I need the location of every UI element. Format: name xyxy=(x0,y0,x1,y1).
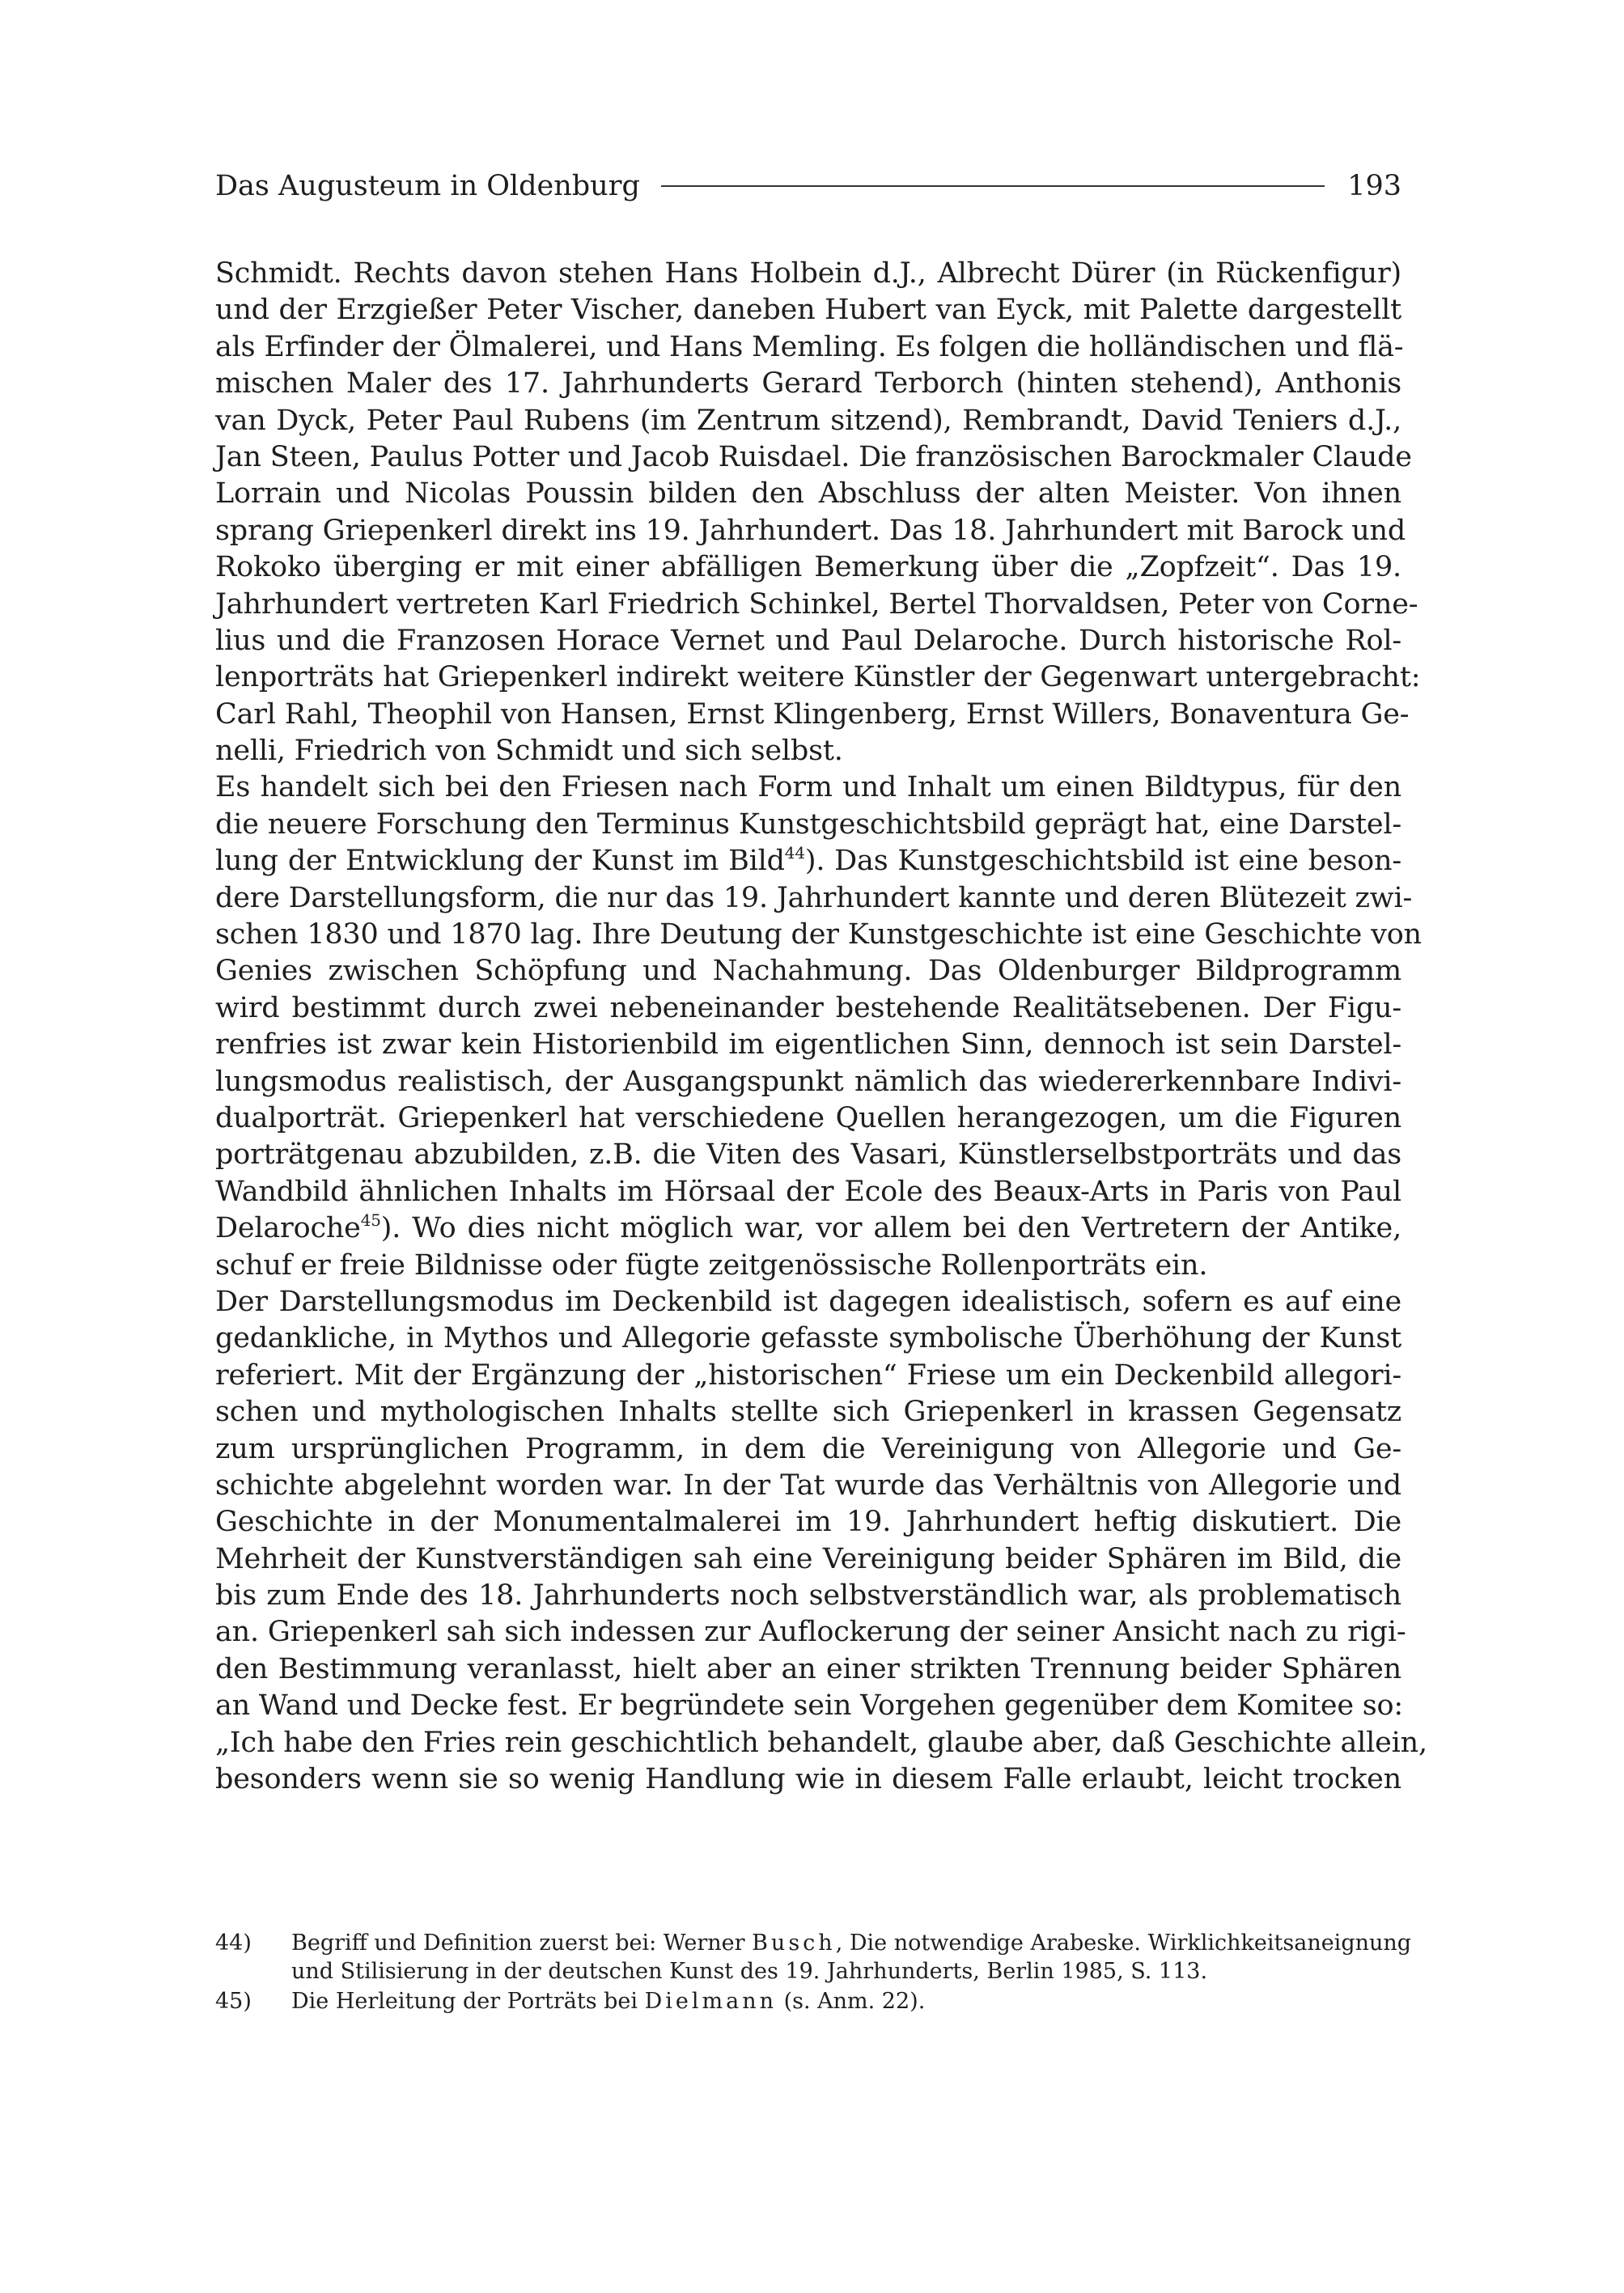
text-segment: Begriff und Definition zuerst bei: Werner xyxy=(291,1931,753,1956)
text-line: dere Darstellungsform, die nur das 19. Jahrhundert kannte und deren Blütezeit zwi- xyxy=(215,881,1413,914)
text-line: referiert. Mit der Ergänzung der „historischen“ Friese um ein Deckenbild allegori- xyxy=(215,1358,1401,1392)
text-line: lungsmodus realistisch, der Ausgangspunkt nämlich das wiedererkennbare Indivi- xyxy=(215,1065,1401,1098)
text-line: Genies zwischen Schöpfung und Nachahmung. Das Oldenburger Bildprogramm xyxy=(215,955,1401,988)
text-line: lenporträts hat Griepenkerl indirekt weitere Künstler der Gegenwart untergebracht: xyxy=(215,661,1421,694)
text-segment: Die Herleitung der Porträts bei xyxy=(291,1989,645,2014)
text-line: Schmidt. Rechts davon stehen Hans Holbein d.J., Albrecht Dürer (in Rückenfigur) xyxy=(215,257,1401,290)
author-name: Busch xyxy=(752,1931,836,1956)
text-segment: ). Das Kunstgeschichtsbild ist eine beson- xyxy=(804,845,1401,878)
text-line: an Wand und Decke fest. Er begründete sein Vorgehen gegenüber dem Komitee so: xyxy=(215,1689,1404,1723)
running-title: Das Augusteum in Oldenburg xyxy=(215,170,640,202)
page-number: 193 xyxy=(1347,170,1401,202)
footnote-line xyxy=(291,1929,1411,1957)
text-line: besonders wenn sie so wenig Handlung wie in diesem Falle erlaubt, leicht trocken xyxy=(215,1763,1401,1796)
text-line: wird bestimmt durch zwei nebeneinander bestehende Realitätsebenen. Der Figu- xyxy=(215,991,1401,1024)
text-line: zum ursprünglichen Programm, in dem die Vereinigung von Allegorie und Ge- xyxy=(215,1432,1401,1465)
footnote-45 xyxy=(215,1987,1401,2016)
text-line: Jahrhundert vertreten Karl Friedrich Schinkel, Bertel Thorvaldsen, Peter von Corne- xyxy=(215,587,1418,621)
text-line: schichte abgelehnt worden war. In der Tat wurde das Verhältnis von Allegorie und xyxy=(215,1469,1401,1502)
text-line: Wandbild ähnlichen Inhalts im Hörsaal der Ecole des Beaux-Arts in Paris von Paul xyxy=(215,1175,1401,1208)
text-line-with-footnote-ref xyxy=(215,1210,1401,1247)
text-line: die neuere Forschung den Terminus Kunstgeschichtsbild geprägt hat, eine Darstel- xyxy=(215,807,1401,841)
text-line: gedankliche, in Mythos und Allegorie gefasste symbolische Überhöhung der Kunst xyxy=(215,1322,1401,1355)
text-line: den Bestimmung veranlasst, hielt aber an einer strikten Trennung beider Sphären xyxy=(215,1652,1401,1685)
footnote-text xyxy=(291,1987,1401,2016)
running-header xyxy=(215,166,1401,206)
body-text xyxy=(215,256,1427,1798)
text-line: nelli, Friedrich von Schmidt und sich selbst. xyxy=(215,735,843,768)
text-line: Lorrain und Nicolas Poussin bilden den Abschluss der alten Meister. Von ihnen xyxy=(215,477,1401,511)
text-line: Rokoko überging er mit einer abfälligen Bemerkung über die „Zopfzeit“. Das 19. xyxy=(215,551,1401,584)
footnote-44 xyxy=(215,1929,1412,1986)
text-line: mischen Maler des 17. Jahrhunderts Gerard Terborch (hinten stehend), Anthonis xyxy=(215,367,1401,401)
text-segment: Delaroche xyxy=(215,1212,361,1245)
text-line: schen 1830 und 1870 lag. Ihre Deutung der Kunstgeschichte ist eine Geschichte von xyxy=(215,918,1422,952)
text-line: lius und die Franzosen Horace Vernet und Paul Delaroche. Durch historische Rol- xyxy=(215,624,1401,657)
text-line: schen und mythologischen Inhalts stellte sich Griepenkerl in krassen Gegensatz xyxy=(215,1396,1401,1429)
footnote-ref-45[interactable]: 45 xyxy=(360,1210,381,1231)
text-line: als Erfinder der Ölmalerei, und Hans Memling. Es folgen die holländischen und flä- xyxy=(215,330,1404,363)
text-line-with-footnote-ref xyxy=(215,843,1401,879)
text-line: renfries ist zwar kein Historienbild im eigentlichen Sinn, dennoch ist sein Darstel- xyxy=(215,1028,1401,1062)
text-line: Carl Rahl, Theophil von Hansen, Ernst Klingenberg, Ernst Willers, Bonaventura Ge- xyxy=(215,697,1410,731)
text-line: Mehrheit der Kunstverständigen sah eine Vereinigung beider Sphären im Bild, die xyxy=(215,1542,1401,1575)
text-line: dualporträt. Griepenkerl hat verschiedene Quellen herangezogen, um die Figuren xyxy=(215,1101,1401,1134)
author-name: Dielmann xyxy=(644,1989,778,2014)
footnote-ref-44[interactable]: 44 xyxy=(784,843,805,863)
text-line: Es handelt sich bei den Friesen nach Form und Inhalt um einen Bildtypus, für den xyxy=(215,771,1401,804)
text-segment: , Die notwendige Arabeske. Wirklichkeitsaneignung xyxy=(835,1931,1412,1956)
text-line: Jan Steen, Paulus Potter und Jacob Ruisdael. Die französischen Barockmaler Claude xyxy=(215,440,1412,473)
footnotes xyxy=(215,1929,1412,2018)
text-line: van Dyck, Peter Paul Rubens (im Zentrum sitzend), Rembrandt, David Teniers d.J., xyxy=(215,404,1401,437)
footnote-line: und Stilisierung in der deutschen Kunst des 19. Jahrhunderts, Berlin 1985, S. 113. xyxy=(291,1959,1208,1984)
text-line: sprang Griepenkerl direkt ins 19. Jahrhundert. Das 18. Jahrhundert mit Barock und xyxy=(215,514,1406,547)
text-line: „Ich habe den Fries rein geschichtlich behandelt, glaube aber, daß Geschichte allein, xyxy=(215,1726,1427,1759)
text-line: und der Erzgießer Peter Vischer, daneben Hubert van Eyck, mit Palette dargestellt xyxy=(215,294,1401,327)
text-line: schuf er freie Bildnisse oder fügte zeitgenössische Rollenporträts ein. xyxy=(215,1248,1208,1282)
text-line: Geschichte in der Monumentalmalerei im 19. Jahrhundert heftig diskutiert. Die xyxy=(215,1506,1401,1539)
header-rule xyxy=(661,185,1325,187)
text-line: porträtgenau abzubilden, z.B. die Viten des Vasari, Künstlerselbstporträts und das xyxy=(215,1138,1401,1172)
text-segment: lung der Entwicklung der Kunst im Bild xyxy=(215,845,785,878)
text-line: bis zum Ende des 18. Jahrhunderts noch selbstverständlich war, als problematisch xyxy=(215,1579,1401,1613)
text-line: an. Griepenkerl sah sich indessen zur Auflockerung der seiner Ansicht nach zu rigi- xyxy=(215,1616,1406,1649)
text-segment: ). Wo dies nicht möglich war, vor allem bei den Vertretern der Antike, xyxy=(380,1212,1401,1245)
footnote-number: 45) xyxy=(215,1989,252,2014)
footnote-line xyxy=(291,1987,1401,2015)
text-segment: (s. Anm. 22). xyxy=(777,1989,926,2014)
footnote-number: 44) xyxy=(215,1931,252,1956)
text-line: Der Darstellungsmodus im Deckenbild ist dagegen idealistisch, sofern es auf eine xyxy=(215,1285,1401,1318)
footnote-text xyxy=(291,1929,1411,1986)
